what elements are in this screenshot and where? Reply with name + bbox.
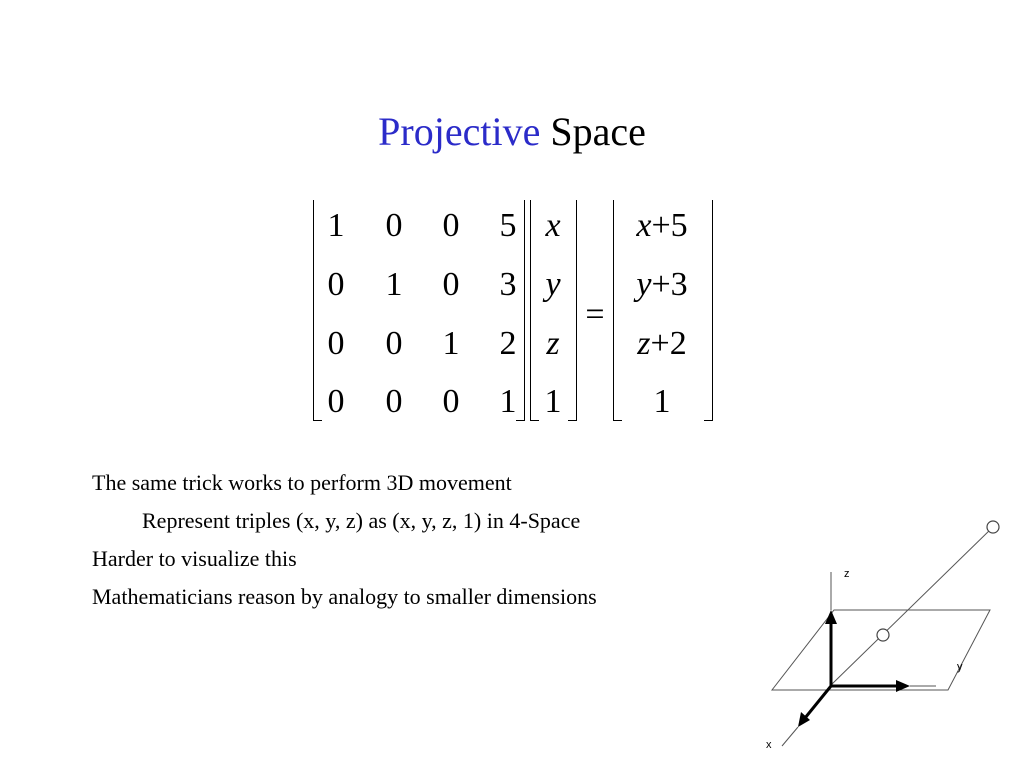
result-op: + bbox=[651, 207, 671, 244]
matrix-cell: 2 bbox=[499, 325, 517, 362]
matrix-cell: 0 bbox=[385, 383, 403, 420]
z-axis-label: z bbox=[844, 568, 850, 580]
bullet-list bbox=[92, 464, 597, 616]
y-axis-label: y bbox=[957, 661, 963, 673]
plane-shape bbox=[772, 610, 990, 690]
matrix-cell: 1 bbox=[499, 383, 517, 420]
matrix-cell: 5 bbox=[499, 207, 517, 244]
matrix-cell: 1 bbox=[385, 266, 403, 303]
bullet-item: Mathematicians reason by analogy to smaller dimensions bbox=[92, 584, 597, 609]
result-var: z bbox=[637, 325, 651, 362]
matrix-cell: 0 bbox=[385, 325, 403, 362]
bullet-item: The same trick works to perform 3D movement bbox=[92, 470, 512, 495]
point-on-plane bbox=[877, 629, 889, 641]
matrix-cell: 0 bbox=[327, 266, 345, 303]
matrix-cell: 0 bbox=[442, 383, 460, 420]
result-cell bbox=[607, 206, 717, 246]
z-axis-arrow bbox=[825, 610, 837, 624]
vector-cell: y bbox=[545, 266, 561, 303]
x-axis bbox=[805, 686, 831, 718]
bullet-item: Harder to visualize this bbox=[92, 546, 297, 571]
title-highlight: Projective bbox=[378, 109, 541, 154]
title-rest: Space bbox=[550, 109, 646, 154]
matrix-cell: 0 bbox=[442, 207, 460, 244]
result-num: 3 bbox=[670, 266, 688, 303]
matrix-cell: 0 bbox=[327, 325, 345, 362]
matrix-cell: 1 bbox=[442, 325, 460, 362]
vector-cell: 1 bbox=[544, 383, 562, 420]
result-op: + bbox=[651, 266, 671, 303]
result-num: 1 bbox=[653, 383, 671, 420]
result-var: y bbox=[636, 266, 652, 303]
matrix-cell: 0 bbox=[442, 266, 460, 303]
projection-line bbox=[830, 527, 993, 686]
matrix-cell: 3 bbox=[499, 266, 517, 303]
vector-cell: x bbox=[545, 207, 561, 244]
matrix-cell: 0 bbox=[327, 383, 345, 420]
result-var: x bbox=[636, 207, 652, 244]
matrix-cell: 0 bbox=[385, 207, 403, 244]
x-axis-thin bbox=[782, 727, 798, 746]
bullet-subitem: Represent triples (x, y, z) as (x, y, z, 1) in 4-Space bbox=[142, 508, 581, 533]
point-in-space bbox=[987, 521, 999, 533]
equals-sign: = bbox=[585, 296, 605, 333]
vector-cell: z bbox=[546, 325, 560, 362]
result-cell bbox=[607, 265, 717, 305]
result-num: 2 bbox=[669, 325, 687, 362]
x-axis-label: x bbox=[766, 739, 772, 751]
projective-plane-diagram bbox=[760, 510, 1010, 760]
matrix-cell: 1 bbox=[327, 207, 345, 244]
result-op: + bbox=[650, 325, 670, 362]
result-num: 5 bbox=[670, 207, 688, 244]
result-cell bbox=[607, 324, 717, 364]
result-cell bbox=[607, 382, 717, 422]
